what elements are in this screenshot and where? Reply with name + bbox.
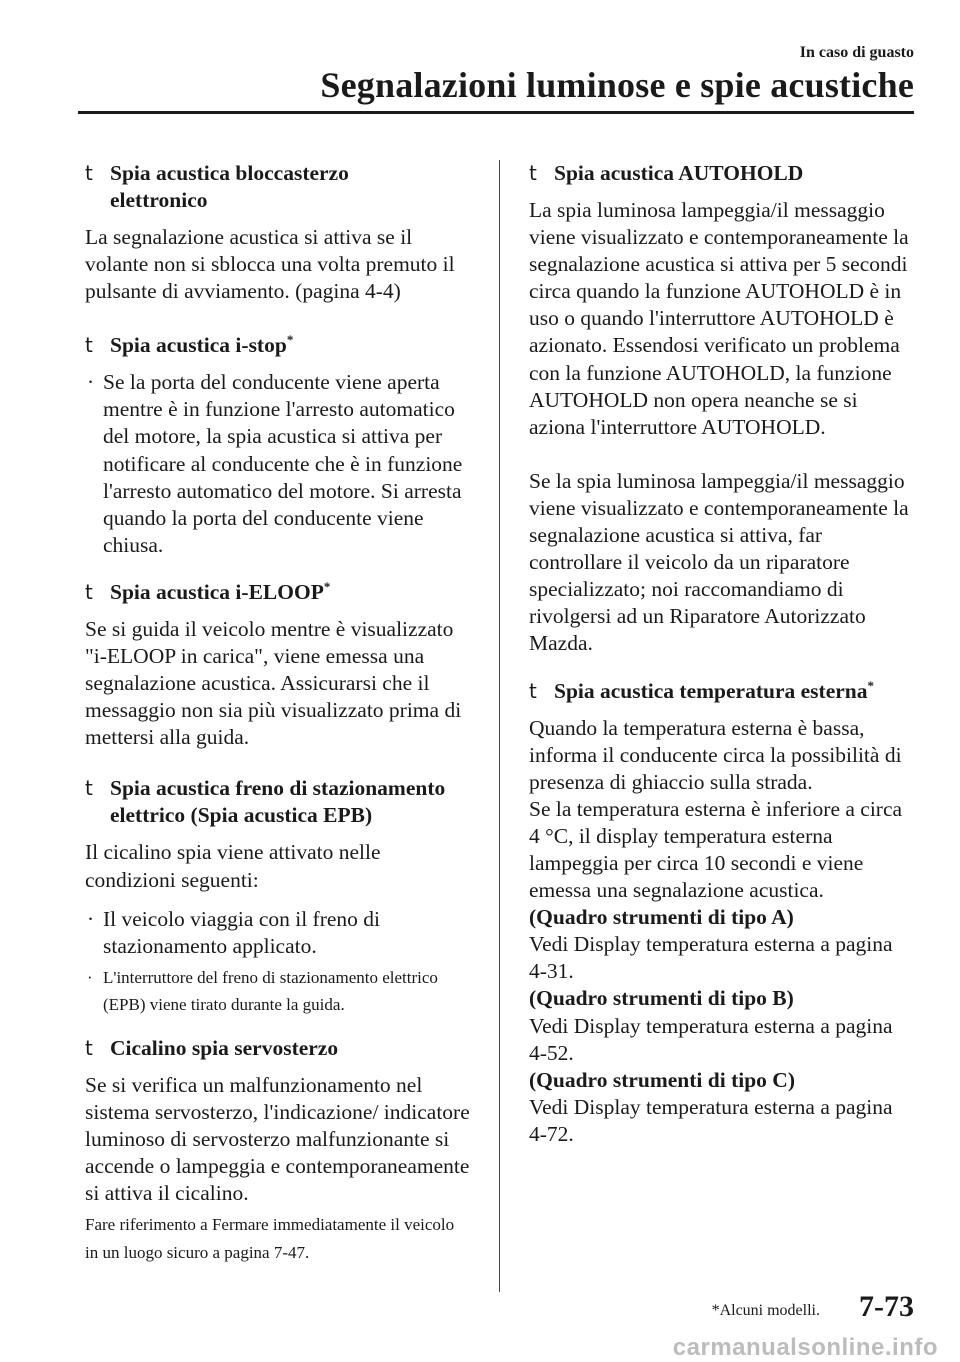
section-body: La segnalazione acustica si attiva se il volante non si sblocca una volta premuto il pulsante di avviamento. (pagina 4-4) bbox=[85, 225, 455, 304]
page-title: Segnalazioni luminose e spie acustiche bbox=[320, 65, 914, 105]
page-number: 7-73 bbox=[859, 1290, 914, 1323]
bullet-dot-icon: · bbox=[87, 370, 95, 395]
section-body: Quando la temperatura esterna è bassa, informa il conducente circa la possibilità di presenza di ghiaccio sulla strada. bbox=[529, 715, 902, 794]
bullet-text: Il veicolo viaggia con il freno di stazionamento applicato. bbox=[103, 906, 381, 958]
section-power-steering-beep bbox=[85, 1035, 471, 1062]
bullet-item bbox=[85, 964, 471, 1018]
section-marker-icon: t bbox=[85, 776, 93, 801]
section-istop-beep bbox=[85, 332, 471, 359]
bullet-text: L'interruttore del freno di stazionamento elettrico (EPB) viene tirato durante la guida. bbox=[103, 967, 438, 1014]
heading-line-1: Spia acustica bloccasterzo bbox=[110, 161, 349, 185]
section-body: Se si guida il veicolo mentre è visualizzato "i-ELOOP in carica", viene emessa una segnalazione acustica. Assicurarsi che il messaggio non sia più visualizzato prima di mettersi alla guida. bbox=[85, 616, 462, 750]
header-rule bbox=[78, 111, 914, 114]
section-heading bbox=[110, 160, 471, 214]
left-column bbox=[85, 160, 471, 1266]
footnote-models: *Alcuni modelli. bbox=[711, 1302, 820, 1319]
cluster-type-a-ref: Vedi Display temperatura esterna a pagina 4-31. bbox=[529, 932, 893, 984]
watermark: carmanualsonline.info bbox=[672, 1334, 938, 1361]
heading-text: Spia acustica temperatura esterna bbox=[554, 678, 868, 703]
bullet-item bbox=[85, 906, 471, 960]
section-body: La spia luminosa lampeggia/il messaggio viene visualizzato e contemporaneamente la segnalazione acustica si attiva per 5 secondi circa quando la funzione AUTOHOLD è in uso o quando l'interruttore AUTOHOLD è azionato. Essendosi verificato un problema con la funzione AUTOHOLD, la funzione AUTOHOLD non opera neanche se si aziona l'interruttore AUTOHOLD. bbox=[529, 198, 909, 439]
section-note: Fare riferimento a Fermare immediatamente il veicolo in un luogo sicuro a pagina 7-47. bbox=[85, 1215, 455, 1262]
cluster-type-b-label: (Quadro strumenti di tipo B) bbox=[529, 986, 794, 1011]
section-body: Il cicalino spia viene attivato nelle condizioni seguenti: bbox=[85, 840, 381, 892]
section-body: Se si verifica un malfunzionamento nel sistema servosterzo, l'indicazione/ indicatore luminoso di servosterzo malfunzionante si accende o lampeggia e contemporaneamente si attiva il cicalino. bbox=[85, 1072, 470, 1206]
section-ieloop-beep bbox=[85, 579, 471, 606]
section-heading: Spia acustica AUTOHOLD bbox=[554, 161, 804, 185]
section-heading bbox=[110, 775, 471, 829]
cluster-type-a-label: (Quadro strumenti di tipo A) bbox=[529, 905, 794, 930]
column-divider bbox=[499, 160, 500, 1292]
section-body: Se la spia luminosa lampeggia/il messaggio viene visualizzato e contemporaneamente la segnalazione acustica si attiva, far controllare il veicolo da un riparatore specializzato; noi raccomandiamo di rivolgersi ad un Riparatore Autorizzato Mazda. bbox=[529, 468, 909, 656]
section-marker-icon: t bbox=[529, 161, 537, 185]
section-marker-icon: t bbox=[85, 161, 93, 185]
bullet-text: Se la porta del conducente viene aperta mentre è in funzione l'arresto automatico del motore, la spia acustica si attiva per notificare al conducente che è in funzione l'arresto automatico del motore. Si arresta quando la porta del conducente viene chiusa. bbox=[103, 370, 463, 557]
cluster-type-c-ref: Vedi Display temperatura esterna a pagina 4-72. bbox=[529, 1094, 893, 1146]
section-epb-beep bbox=[85, 775, 471, 829]
section-heading: Cicalino spia servosterzo bbox=[110, 1035, 339, 1060]
section-autohold-beep bbox=[529, 160, 915, 187]
chapter-label: In caso di guasto bbox=[799, 44, 914, 61]
heading-text: Spia acustica i-stop bbox=[110, 333, 287, 358]
heading-line-2: elettronico bbox=[110, 188, 208, 212]
section-marker-icon: t bbox=[85, 333, 93, 358]
asterisk-footnote-mark: * bbox=[286, 332, 294, 348]
heading-text: Spia acustica i-ELOOP bbox=[110, 579, 324, 604]
section-heading bbox=[110, 332, 471, 359]
section-steering-lock-beep bbox=[85, 160, 471, 214]
heading-line-2: elettrico (Spia acustica EPB) bbox=[110, 803, 373, 828]
section-heading bbox=[110, 579, 471, 606]
section-marker-icon: t bbox=[529, 678, 537, 703]
section-marker-icon: t bbox=[85, 579, 93, 604]
bullet-item bbox=[85, 369, 471, 559]
section-body: Se la temperatura esterna è inferiore a circa 4 °C, il display temperatura esterna lampeggia per circa 10 secondi e viene emessa una segnalazione acustica. bbox=[529, 796, 903, 903]
heading-line-1: Spia acustica freno di stazionamento bbox=[110, 776, 446, 801]
bullet-dot-icon: · bbox=[87, 967, 93, 987]
section-marker-icon: t bbox=[85, 1035, 93, 1060]
asterisk-footnote-mark: * bbox=[323, 578, 331, 594]
asterisk-footnote-mark: * bbox=[867, 677, 874, 693]
cluster-type-b-ref: Vedi Display temperatura esterna a pagina 4-52. bbox=[529, 1013, 893, 1065]
section-outside-temp-beep bbox=[529, 678, 915, 705]
bullet-dot-icon: · bbox=[87, 906, 95, 931]
section-heading bbox=[554, 678, 915, 705]
right-column bbox=[529, 160, 915, 1148]
cluster-type-c-label: (Quadro strumenti di tipo C) bbox=[529, 1067, 795, 1092]
